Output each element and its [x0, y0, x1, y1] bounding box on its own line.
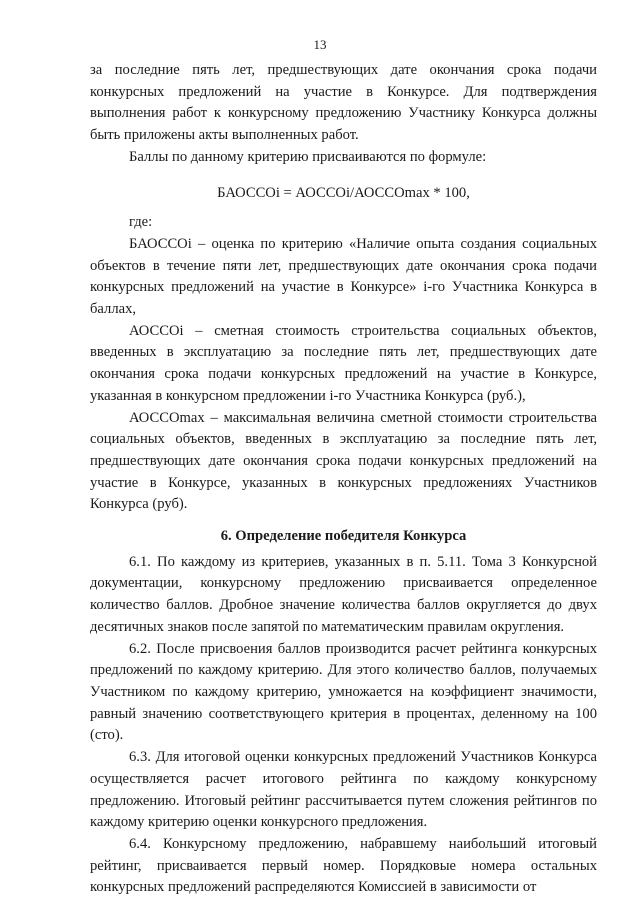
paragraph-where: где: [129, 214, 153, 231]
formula: БАОССОi = АОССОi/АОССОmax * 100, [217, 184, 470, 201]
definition-max-cost: АОССОmax – максимальная величина сметной стоимости строительства социальных объектов, введенных в эксплуатацию за последние пять лет, предшествующих дате окончания срока подачи конкурсных предложений на участие в Конкурсе, указанных в конкурсных предложениях Участников Конкурса (руб). [90, 409, 597, 513]
paragraph-formula-intro: Баллы по данному критерию присваиваются по формуле: [129, 148, 487, 165]
paragraph-continuation: за последние пять лет, предшествующих дате окончания срока подачи конкурсных предложений на участие в Конкурсе. Для подтверждения выполнения работ к конкурсному предложению Участнику Конкурса должны быть приложены акты выполненных работ. [90, 62, 597, 144]
clause-6-3: 6.3. Для итоговой оценки конкурсных предложений Участников Конкурса осуществляется расчет итогового рейтинга по каждому конкурсному предложению. Итоговый рейтинг рассчитывается путем сложения рейтингов по каждому критерию оценки конкурсного предложения. [90, 749, 597, 831]
page-number: 13 [313, 37, 327, 52]
definition-cost: АОССОi – сметная стоимость строительства социальных объектов, введенных в эксплуатацию за последние пять лет, предшествующих дате окончания срока подачи конкурсных предложений на участие в Конкурсе, указанная в конкурсном предложении i-го Участника Конкурса (руб.), [90, 322, 597, 404]
clause-6-1: 6.1. По каждому из критериев, указанных в п. 5.11. Тома 3 Конкурсной документации, конкурсному предложению присваивается определенное количество баллов. Дробное значение количества баллов округляется до двух десятичных знаков после запятой по математическим правилам округления. [90, 553, 597, 635]
definition-score: БАОССОi – оценка по критерию «Наличие опыта создания социальных объектов в течение пяти лет, предшествующих дате окончания срока подачи конкурсных предложений на участие в Конкурсе» i-го Участника Конкурса в баллах, [90, 235, 597, 318]
document-body [90, 60, 597, 899]
clause-6-4: 6.4. Конкурсному предложению, набравшему наибольший итоговый рейтинг, присваивается первый номер. Порядковые номера остальных конкурсных предложений распределяются Комиссией в зависимости от [90, 835, 597, 896]
section-title: 6. Определение победителя Конкурса [220, 528, 467, 545]
clause-6-2: 6.2. После присвоения баллов производится расчет рейтинга конкурсных предложений по каждому критерию. Для этого количество баллов, получаемых Участником по каждому критерию, умножается на коэффициент значимости, равный значению соответствующего критерия в процентах, деленному на 100 (сто). [90, 640, 597, 744]
